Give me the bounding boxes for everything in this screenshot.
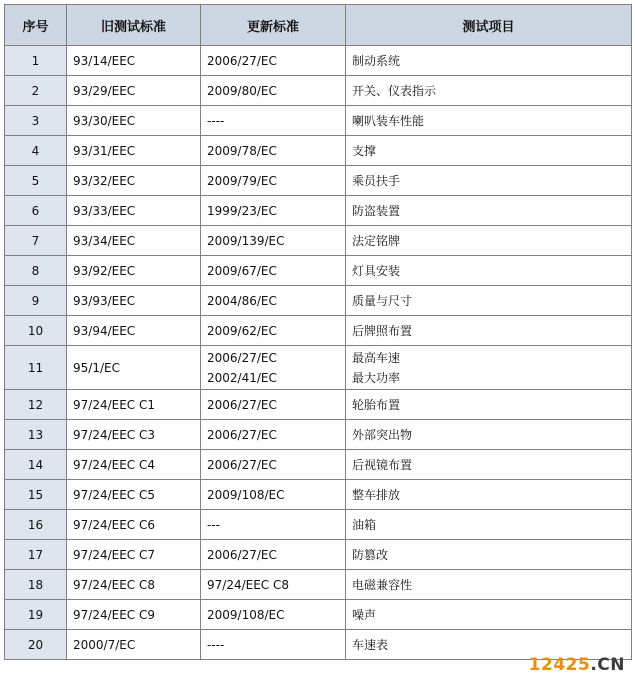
new-standard-line: 2006/27/EC	[207, 397, 277, 412]
new-standard-line: 2006/27/EC	[207, 350, 277, 365]
test-item-line: 制动系统	[352, 53, 401, 68]
row-new-standard	[201, 286, 346, 316]
test-item-line: 噪声	[352, 607, 377, 622]
row-test-item	[346, 226, 632, 256]
row-old-standard: 95/1/EC	[67, 346, 201, 390]
row-test-item	[346, 346, 632, 390]
row-seq: 1	[5, 46, 67, 76]
table-row	[5, 136, 632, 166]
row-new-standard	[201, 316, 346, 346]
new-standard-line: 2004/86/EC	[207, 293, 277, 308]
new-standard-line: 97/24/EEC C8	[207, 577, 289, 592]
row-seq: 5	[5, 166, 67, 196]
table-row	[5, 600, 632, 630]
row-seq: 17	[5, 540, 67, 570]
watermark-digits: 12425	[528, 655, 591, 675]
row-test-item	[346, 480, 632, 510]
header-new-standard: 更新标准	[201, 5, 346, 46]
table-row	[5, 166, 632, 196]
row-test-item	[346, 450, 632, 480]
test-item-line: 后视镜布置	[352, 457, 413, 472]
row-new-standard	[201, 510, 346, 540]
row-test-item	[346, 256, 632, 286]
row-seq: 6	[5, 196, 67, 226]
row-seq: 15	[5, 480, 67, 510]
row-test-item	[346, 136, 632, 166]
row-test-item	[346, 570, 632, 600]
new-standard-line: 2009/139/EC	[207, 233, 285, 248]
row-seq: 9	[5, 286, 67, 316]
row-new-standard	[201, 450, 346, 480]
test-item-line: 支撑	[352, 143, 377, 158]
row-new-standard	[201, 570, 346, 600]
row-new-standard	[201, 76, 346, 106]
row-seq: 16	[5, 510, 67, 540]
row-test-item	[346, 420, 632, 450]
row-old-standard: 93/30/EEC	[67, 106, 201, 136]
test-item-line: 外部突出物	[352, 427, 413, 442]
new-standard-line: 2009/80/EC	[207, 83, 277, 98]
row-new-standard	[201, 540, 346, 570]
row-old-standard: 97/24/EEC C4	[67, 450, 201, 480]
test-item-line: 最大功率	[352, 370, 401, 385]
table-row	[5, 106, 632, 136]
row-old-standard: 93/34/EEC	[67, 226, 201, 256]
row-old-standard: 97/24/EEC C3	[67, 420, 201, 450]
row-new-standard	[201, 256, 346, 286]
header-old-standard: 旧测试标准	[67, 5, 201, 46]
row-old-standard: 93/94/EEC	[67, 316, 201, 346]
row-old-standard: 93/33/EEC	[67, 196, 201, 226]
new-standard-line: 1999/23/EC	[207, 203, 277, 218]
table-row	[5, 256, 632, 286]
row-new-standard	[201, 390, 346, 420]
row-test-item	[346, 106, 632, 136]
row-old-standard: 93/29/EEC	[67, 76, 201, 106]
test-item-line: 乘员扶手	[352, 173, 401, 188]
row-test-item	[346, 510, 632, 540]
site-watermark	[529, 655, 625, 675]
new-standard-line: ---	[207, 517, 220, 532]
row-new-standard	[201, 166, 346, 196]
new-standard-line: 2006/27/EC	[207, 427, 277, 442]
new-standard-line: 2002/41/EC	[207, 370, 277, 385]
row-seq: 13	[5, 420, 67, 450]
test-item-line: 油箱	[352, 517, 377, 532]
test-item-line: 开关、仪表指示	[352, 83, 437, 98]
table-row	[5, 46, 632, 76]
row-new-standard	[201, 630, 346, 660]
row-old-standard: 93/32/EEC	[67, 166, 201, 196]
table-row	[5, 286, 632, 316]
table-row	[5, 480, 632, 510]
row-new-standard	[201, 106, 346, 136]
table-row	[5, 390, 632, 420]
row-new-standard	[201, 136, 346, 166]
row-new-standard	[201, 196, 346, 226]
new-standard-line: ----	[207, 113, 225, 128]
standards-table	[4, 4, 632, 660]
test-item-line: 车速表	[352, 637, 389, 652]
row-old-standard: 97/24/EEC C9	[67, 600, 201, 630]
row-new-standard	[201, 600, 346, 630]
row-old-standard: 97/24/EEC C7	[67, 540, 201, 570]
new-standard-line: ----	[207, 637, 225, 652]
row-old-standard: 93/14/EEC	[67, 46, 201, 76]
row-old-standard: 97/24/EEC C5	[67, 480, 201, 510]
test-item-line: 防盗装置	[352, 203, 401, 218]
test-item-line: 法定铭牌	[352, 233, 401, 248]
new-standard-line: 2009/79/EC	[207, 173, 277, 188]
row-seq: 2	[5, 76, 67, 106]
row-seq: 3	[5, 106, 67, 136]
row-test-item	[346, 600, 632, 630]
table-row	[5, 346, 632, 390]
new-standard-line: 2009/67/EC	[207, 263, 277, 278]
row-test-item	[346, 540, 632, 570]
row-seq: 20	[5, 630, 67, 660]
test-item-line: 防篡改	[352, 547, 389, 562]
row-test-item	[346, 316, 632, 346]
row-new-standard	[201, 226, 346, 256]
table-row	[5, 76, 632, 106]
new-standard-line: 2006/27/EC	[207, 457, 277, 472]
test-item-line: 质量与尺寸	[352, 293, 413, 308]
test-item-line: 整车排放	[352, 487, 401, 502]
table-row	[5, 450, 632, 480]
row-seq: 12	[5, 390, 67, 420]
watermark-suffix: .CN	[590, 655, 625, 675]
table-row	[5, 420, 632, 450]
row-old-standard: 93/31/EEC	[67, 136, 201, 166]
row-test-item	[346, 286, 632, 316]
header-test-item-label: 测试项目	[462, 19, 515, 35]
row-test-item	[346, 390, 632, 420]
row-seq: 19	[5, 600, 67, 630]
row-test-item	[346, 76, 632, 106]
new-standard-line: 2006/27/EC	[207, 53, 277, 68]
new-standard-line: 2009/108/EC	[207, 607, 285, 622]
row-new-standard	[201, 46, 346, 76]
table-row	[5, 510, 632, 540]
row-test-item	[346, 196, 632, 226]
header-row	[5, 5, 632, 46]
table-row	[5, 226, 632, 256]
row-seq: 11	[5, 346, 67, 390]
test-item-line: 轮胎布置	[352, 397, 401, 412]
header-seq: 序号	[5, 5, 67, 46]
table-row	[5, 316, 632, 346]
table-row	[5, 196, 632, 226]
row-test-item	[346, 166, 632, 196]
row-old-standard: 97/24/EEC C8	[67, 570, 201, 600]
row-seq: 10	[5, 316, 67, 346]
row-seq: 18	[5, 570, 67, 600]
row-old-standard: 93/93/EEC	[67, 286, 201, 316]
new-standard-line: 2006/27/EC	[207, 547, 277, 562]
row-new-standard	[201, 480, 346, 510]
row-old-standard: 93/92/EEC	[67, 256, 201, 286]
row-old-standard: 97/24/EEC C1	[67, 390, 201, 420]
row-seq: 7	[5, 226, 67, 256]
row-old-standard: 97/24/EEC C6	[67, 510, 201, 540]
test-item-line: 最高车速	[352, 350, 401, 365]
table-row	[5, 540, 632, 570]
test-item-line: 灯具安装	[352, 263, 401, 278]
new-standard-line: 2009/108/EC	[207, 487, 285, 502]
new-standard-line: 2009/62/EC	[207, 323, 277, 338]
row-old-standard: 2000/7/EC	[67, 630, 201, 660]
table-row	[5, 570, 632, 600]
row-new-standard	[201, 346, 346, 390]
table-body	[5, 46, 632, 660]
test-item-line: 喇叭装车性能	[352, 113, 425, 128]
test-item-line: 后牌照布置	[352, 323, 413, 338]
row-new-standard	[201, 420, 346, 450]
row-test-item	[346, 46, 632, 76]
row-seq: 14	[5, 450, 67, 480]
row-seq: 4	[5, 136, 67, 166]
test-item-line: 电磁兼容性	[352, 577, 413, 592]
header-test-item	[346, 5, 632, 46]
row-seq: 8	[5, 256, 67, 286]
new-standard-line: 2009/78/EC	[207, 143, 277, 158]
